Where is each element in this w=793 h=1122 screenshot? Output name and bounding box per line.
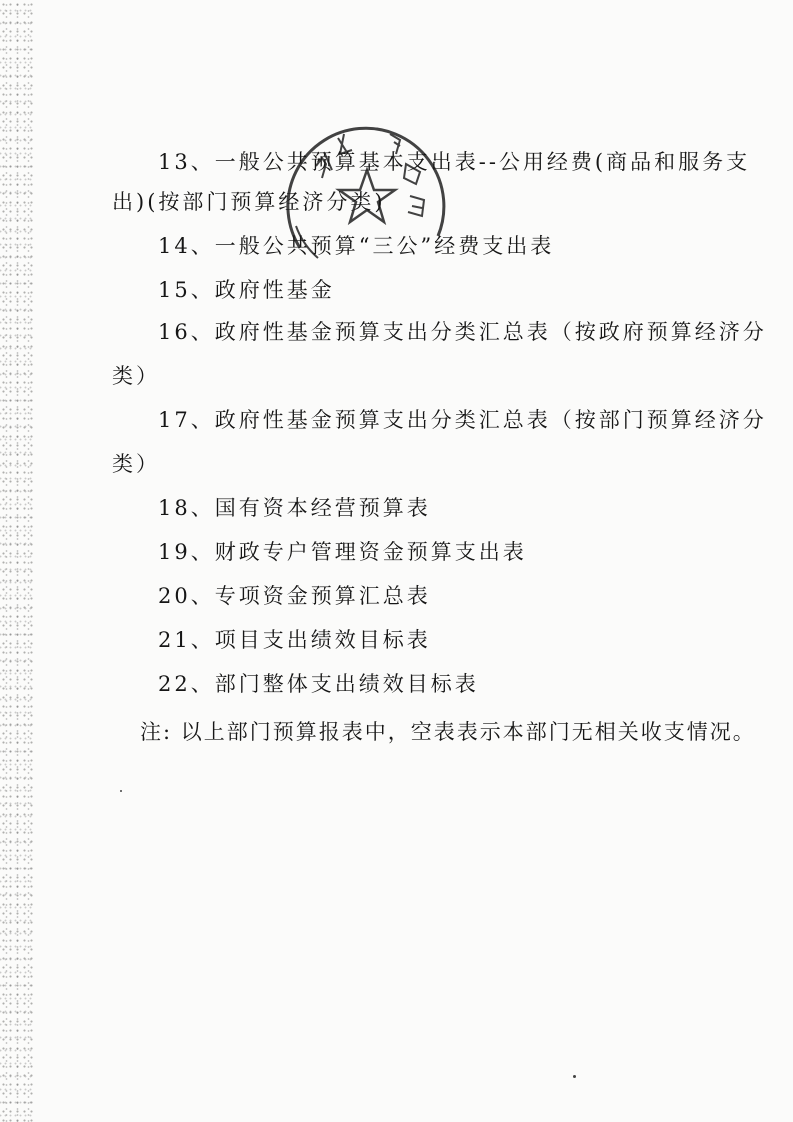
list-item-13-line1: 13、一般公共预算基本支出表--公用经费(商品和服务支 xyxy=(158,150,751,174)
list-item-22: 22、部门整体支出绩效目标表 xyxy=(158,672,479,696)
list-item-16-line1: 16、政府性基金预算支出分类汇总表（按政府预算经济分 xyxy=(158,320,767,344)
list-item-14: 14、一般公共预算“三公”经费支出表 xyxy=(158,234,555,258)
scan-speck xyxy=(573,1075,576,1078)
list-item-16-line2: 类） xyxy=(112,364,160,388)
list-item-17-line2: 类） xyxy=(112,452,160,476)
list-item-17-line1: 17、政府性基金预算支出分类汇总表（按部门预算经济分 xyxy=(158,408,767,432)
list-item-15: 15、政府性基金 xyxy=(158,278,335,302)
list-item-21: 21、项目支出绩效目标表 xyxy=(158,628,431,652)
list-item-19: 19、财政专户管理资金预算支出表 xyxy=(158,540,527,564)
list-item-13-line2: 出)(按部门预算经济分类) xyxy=(112,190,386,214)
list-item-18: 18、国有资本经营预算表 xyxy=(158,496,431,520)
scan-margin-noise xyxy=(0,0,34,1122)
footnote: 注: 以上部门预算报表中，空表表示本部门无相关收支情况。 xyxy=(140,720,756,744)
list-item-20: 20、专项资金预算汇总表 xyxy=(158,584,431,608)
scan-speck xyxy=(120,790,122,792)
